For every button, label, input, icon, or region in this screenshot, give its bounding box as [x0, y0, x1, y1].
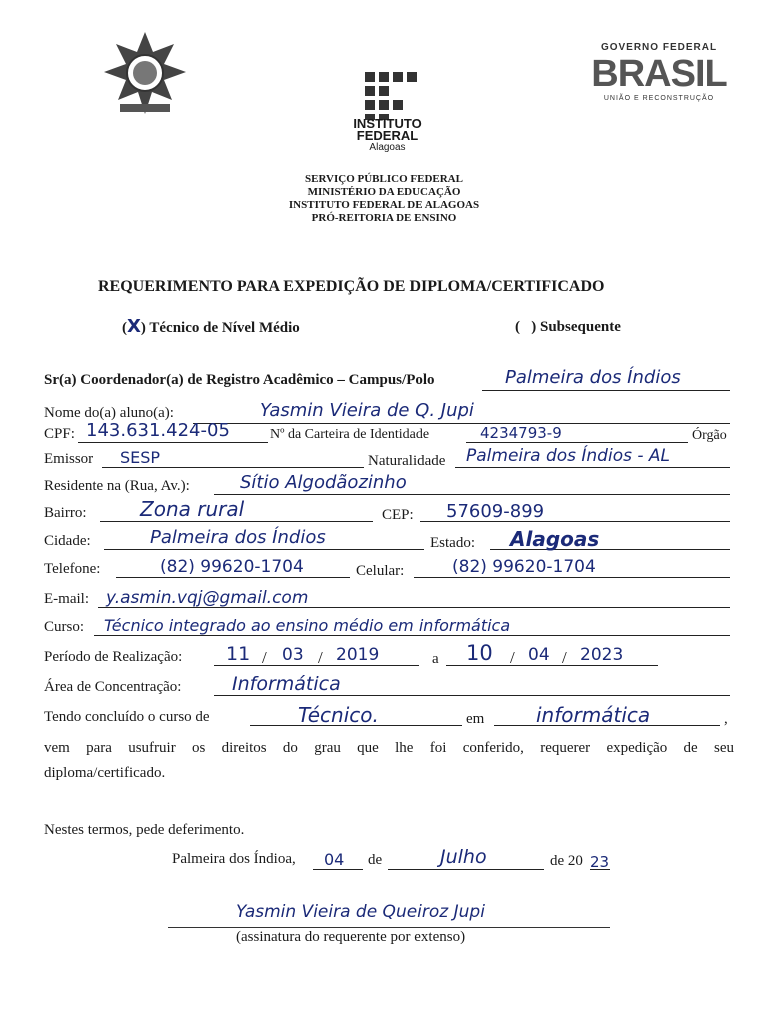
- orgao-label: Órgão: [692, 428, 727, 443]
- curso-tipo-value[interactable]: Técnico.: [298, 703, 379, 727]
- rg-value[interactable]: 4234793-9: [480, 424, 562, 442]
- if-title-2: FEDERAL: [356, 128, 419, 143]
- periodo-a: a: [432, 651, 439, 667]
- em-label: em: [466, 711, 485, 727]
- document-title: REQUERIMENTO PARA EXPEDIÇÃO DE DIPLOMA/CERTIFICADO: [98, 278, 605, 295]
- naturalidade-value[interactable]: Palmeira dos Índios - AL: [466, 446, 670, 466]
- periodo-year-1[interactable]: 2019: [336, 645, 380, 665]
- cep-label: CEP:: [382, 507, 414, 523]
- gov-federal-text: GOVERNO FEDERAL: [600, 42, 718, 53]
- periodo-day-1[interactable]: 11: [226, 643, 251, 665]
- uniao-text: UNIÃO E RECONSTRUÇÃO: [603, 95, 715, 102]
- service-line-1: SERVIÇO PÚBLICO FEDERAL: [305, 173, 463, 185]
- cidade-value[interactable]: Palmeira dos Índios: [150, 527, 326, 548]
- closing-year[interactable]: 23: [590, 853, 610, 871]
- nome-label: Nome do(a) aluno(a):: [44, 405, 174, 421]
- cpf-label: CPF:: [44, 426, 75, 442]
- celular-label: Celular:: [356, 563, 405, 579]
- subsequente-checkbox[interactable]: (: [515, 319, 520, 335]
- telefone-value[interactable]: (82) 99620-1704: [160, 557, 304, 577]
- if-title-1: INSTITUTO: [353, 116, 422, 131]
- curso-value[interactable]: Técnico integrado ao ensino médio em informática: [104, 616, 511, 635]
- governo-federal-logo: [584, 42, 734, 112]
- periodo-month-2[interactable]: 04: [528, 645, 550, 665]
- periodo-day-2[interactable]: 10: [466, 641, 493, 665]
- brasil-text: BRASIL: [591, 53, 727, 95]
- curso-label: Curso:: [44, 619, 85, 635]
- tendo-label: Tendo concluído o curso de: [44, 709, 210, 725]
- residente-value[interactable]: Sítio Algodãozinho: [240, 472, 407, 493]
- comma: ,: [724, 711, 728, 727]
- rg-label: Nº da Carteira de Identidade: [270, 427, 430, 442]
- signature[interactable]: Yasmin Vieira de Queiroz Jupi: [236, 902, 485, 922]
- emissor-label: Emissor: [44, 451, 94, 467]
- tecnico-label: Técnico de Nível Médio: [149, 320, 300, 336]
- slash-4: /: [562, 648, 567, 667]
- email-value[interactable]: y.asmin.vqj@gmail.com: [106, 588, 309, 608]
- area-value[interactable]: Informática: [232, 673, 341, 695]
- periodo-month-1[interactable]: 03: [282, 645, 304, 665]
- deferimento-text: Nestes termos, pede deferimento.: [44, 822, 245, 838]
- email-label: E-mail:: [44, 591, 89, 607]
- periodo-year-2[interactable]: 2023: [580, 645, 624, 665]
- paragraph-line-2: diploma/certificado.: [44, 765, 166, 781]
- slash-1: /: [262, 648, 267, 667]
- bairro-value[interactable]: Zona rural: [140, 497, 245, 521]
- subsequente-label: ) Subsequente: [531, 319, 621, 335]
- estado-value[interactable]: Alagoas: [510, 527, 600, 551]
- de-2: de 20: [550, 853, 583, 869]
- cidade-label: Cidade:: [44, 533, 91, 549]
- coat-of-arms-logo: [100, 30, 190, 120]
- tecnico-checkmark[interactable]: X: [127, 316, 141, 337]
- telefone-label: Telefone:: [44, 561, 101, 577]
- area-label: Área de Concentração:: [44, 679, 182, 695]
- if-title-3: Alagoas: [369, 142, 406, 153]
- closing-month[interactable]: Julho: [440, 846, 487, 868]
- estado-label: Estado:: [430, 535, 475, 551]
- emissor-value[interactable]: SESP: [120, 448, 161, 467]
- naturalidade-label: Naturalidade: [368, 453, 446, 469]
- service-line-2: MINISTÉRIO DA EDUCAÇÃO: [307, 186, 461, 198]
- campus-value[interactable]: Palmeira dos Índios: [505, 367, 681, 388]
- de-1: de: [368, 852, 383, 868]
- slash-3: /: [510, 648, 515, 667]
- place-label: Palmeira dos Índioa,: [172, 851, 296, 867]
- paragraph-line-1: vem para usufruir os direitos do grau que lhe foi conferido, requerer expedição de seu: [44, 740, 734, 756]
- coordinator-label: Sr(a) Coordenador(a) de Registro Acadêmico – Campus/Polo: [44, 372, 435, 388]
- nome-value[interactable]: Yasmin Vieira de Q. Jupi: [260, 400, 474, 421]
- service-line-4: PRÓ-REITORIA DE ENSINO: [311, 212, 457, 224]
- closing-day[interactable]: 04: [324, 850, 345, 869]
- slash-2: /: [318, 648, 323, 667]
- cpf-value[interactable]: 143.631.424-05: [86, 420, 230, 441]
- bairro-label: Bairro:: [44, 505, 87, 521]
- periodo-label: Período de Realização:: [44, 649, 183, 665]
- service-line-3: INSTITUTO FEDERAL DE ALAGOAS: [288, 199, 480, 211]
- signature-caption: (assinatura do requerente por extenso): [236, 929, 466, 945]
- celular-value[interactable]: (82) 99620-1704: [452, 557, 596, 577]
- cep-value[interactable]: 57609-899: [446, 501, 545, 522]
- area-body-value[interactable]: informática: [536, 703, 651, 727]
- residente-label: Residente na (Rua, Av.):: [44, 478, 190, 494]
